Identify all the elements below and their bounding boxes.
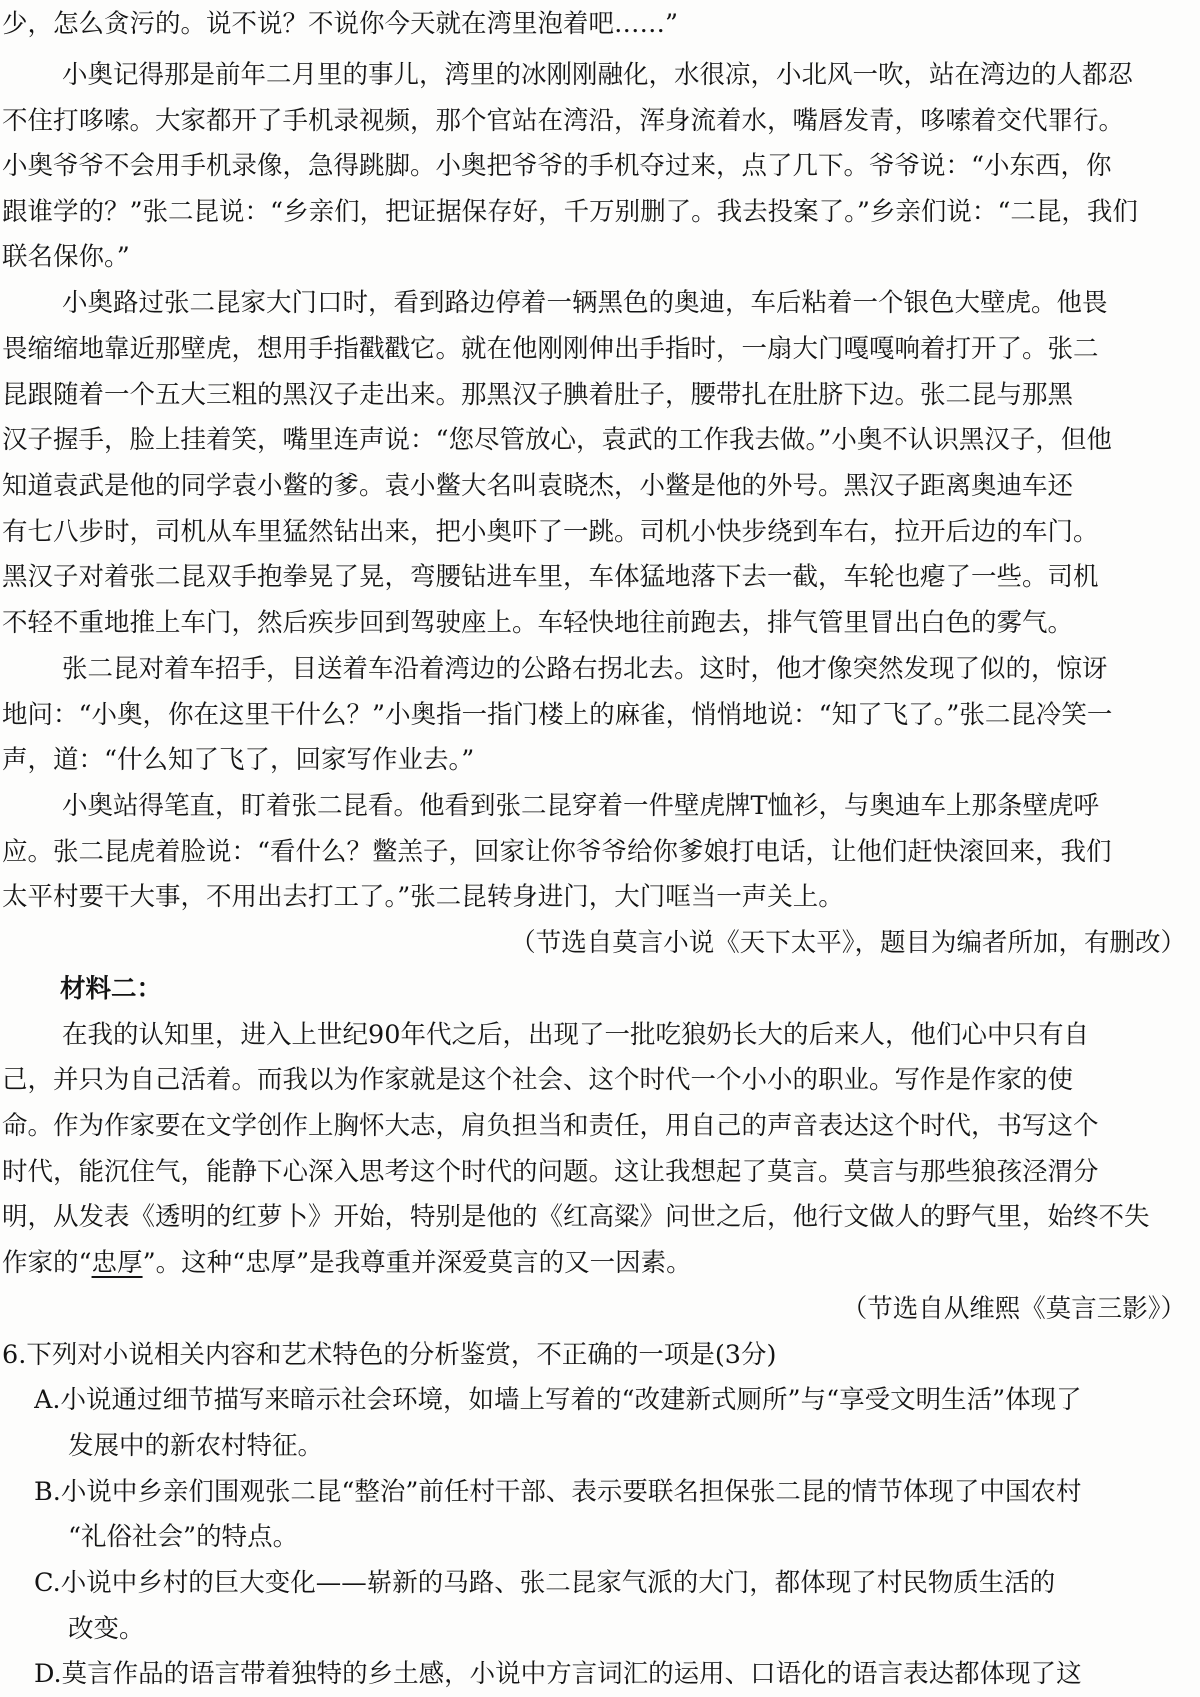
passage1-line-16: 地问：“小奥，你在这里干什么？”小奥指一指门楼上的麻雀，悄悄地说：“知了飞了。”张二昆冷笑一: [2, 700, 1113, 730]
passage2-heading: 材料二：: [60, 974, 163, 1004]
passage2-line-6: [2, 1243, 1186, 1283]
passage1-line-9: 昆跟随着一个五大三粗的黑汉子走出来。那黑汉子腆着肚子，腰带扎在肚脐下边。张二昆与那黑: [2, 380, 1074, 410]
passage1-line-10: 汉子握手，脸上挂着笑，嘴里连声说：“您尽管放心，袁武的工作我去做。”小奥不认识黑汉子，但他: [2, 425, 1112, 455]
passage1-line-19: 应。张二昆虎着脸说：“看什么？鳖羔子，回家让你爷爷给你爹娘打电话，让他们赶快滚回来，我们: [2, 837, 1112, 867]
passage2-line-4: 时代，能沉住气，能静下心深入思考这个时代的问题。这让我想起了莫言。莫言与那些狼孩泾渭分: [2, 1157, 1099, 1187]
passage1-line-7: 小奥路过张二昆家大门口时，看到路边停着一辆黑色的奥迪，车后粘着一个银色大壁虎。他畏: [62, 288, 1108, 318]
passage1-line-15: 张二昆对着车招手，目送着车沿着湾边的公路右拐北去。这时，他才像突然发现了似的，惊讶: [62, 654, 1108, 684]
passage2-line-2: 己，并只为自己活着。而我以为作家就是这个社会、这个时代一个小小的职业。写作是作家的使: [2, 1065, 1074, 1095]
option-c-line-1: C.小说中乡村的巨大变化——崭新的马路、张二昆家气派的大门，都体现了村民物质生活的: [34, 1568, 1056, 1598]
passage2-line-5: 明，从发表《透明的红萝卜》开始，特别是他的《红高粱》问世之后，他行文做人的野气里，始终不失: [2, 1202, 1150, 1232]
option-d-line-1: D.莫言作品的语言带着独特的乡土感，小说中方言词汇的运用、口语化的语言表达都体现了这: [34, 1659, 1082, 1689]
passage1-line-2: 小奥记得那是前年二月里的事儿，湾里的冰刚刚融化，水很凉，小北风一吹，站在湾边的人都忍: [62, 60, 1134, 90]
option-b-line-1: B.小说中乡亲们围观张二昆“整治”前任村干部、表示要联名担保张二昆的情节体现了中国农村: [34, 1477, 1082, 1507]
passage2-line-1: 在我的认知里，进入上世纪90年代之后，出现了一批吃狼奶长大的后来人，他们心中只有自: [62, 1020, 1089, 1050]
passage2-line-6-end: ”。这种“忠厚”是我尊重并深爱莫言的又一因素。: [142, 1248, 692, 1278]
option-b-line-2: “礼俗社会”的特点。: [68, 1522, 299, 1552]
passage1-line-12: 有七八步时，司机从车里猛然钻出来，把小奥吓了一跳。司机小快步绕到车右，拉开后边的车门。: [2, 517, 1099, 547]
passage1-line-8: 畏缩缩地靠近那壁虎，想用手指戳戳它。就在他刚刚伸出手指时，一扇大门嘎嘎响着打开了。张二: [2, 334, 1099, 364]
underlined-term: 忠厚: [91, 1248, 143, 1278]
passage1-source: （节选自莫言小说《天下太平》，题目为编者所加，有删改）: [510, 928, 1186, 958]
passage1-line-4: 小奥爷爷不会用手机录像，急得跳脚。小奥把爷爷的手机夺过来，点了几下。爷爷说：“小东西，你: [2, 151, 1112, 181]
option-a-line-2: 发展中的新农村特征。: [68, 1431, 324, 1461]
option-c-line-2: 改变。: [68, 1614, 145, 1644]
passage1-line-6: 联名保你。”: [2, 242, 130, 272]
question-stem: 6.下列对小说相关内容和艺术特色的分析鉴赏，不正确的一项是(3分): [2, 1340, 777, 1370]
passage1-line-20: 太平村要干大事，不用出去打工了。”张二昆转身进门，大门哐当一声关上。: [2, 882, 844, 912]
passage2-line-3: 命。作为作家要在文学创作上胸怀大志，肩负担当和责任，用自己的声音表达这个时代，书写这个: [2, 1111, 1099, 1141]
passage2-source: （节选自从维熙《莫言三影》）: [841, 1294, 1186, 1324]
passage1-line-11: 知道袁武是他的同学袁小鳖的爹。袁小鳖大名叫袁晓杰，小鳖是他的外号。黑汉子距离奥迪车还: [2, 471, 1074, 501]
passage1-line-1: 少，怎么贪污的。说不说？不说你今天就在湾里泡着吧……”: [2, 9, 679, 39]
passage1-line-18: 小奥站得笔直，盯着张二昆看。他看到张二昆穿着一件壁虎牌T恤衫，与奥迪车上那条壁虎呼: [62, 791, 1100, 821]
passage1-line-13: 黑汉子对着张二昆双手抱拳晃了晃，弯腰钻进车里，车体猛地落下去一截，车轮也瘪了一些。司机: [2, 562, 1099, 592]
passage1-line-5: 跟谁学的？”张二昆说：“乡亲们，把证据保存好，千万别删了。我去投案了。”乡亲们说：“二昆，我们: [2, 197, 1138, 227]
passage1-line-3: 不住打哆嗦。大家都开了手机录视频，那个官站在湾沿，浑身流着水，嘴唇发青，哆嗦着交代罪行。: [2, 106, 1125, 136]
passage1-line-14: 不轻不重地推上车门，然后疾步回到驾驶座上。车轻快地往前跑去，排气管里冒出白色的雾气。: [2, 608, 1074, 638]
passage1-line-17: 声，道：“什么知了飞了，回家写作业去。”: [2, 745, 475, 775]
option-a-line-1: A.小说通过细节描写来暗示社会环境，如墙上写着的“改建新式厕所”与“享受文明生活”体现了: [34, 1385, 1082, 1415]
passage2-line-6-start: 作家的“: [2, 1248, 92, 1278]
